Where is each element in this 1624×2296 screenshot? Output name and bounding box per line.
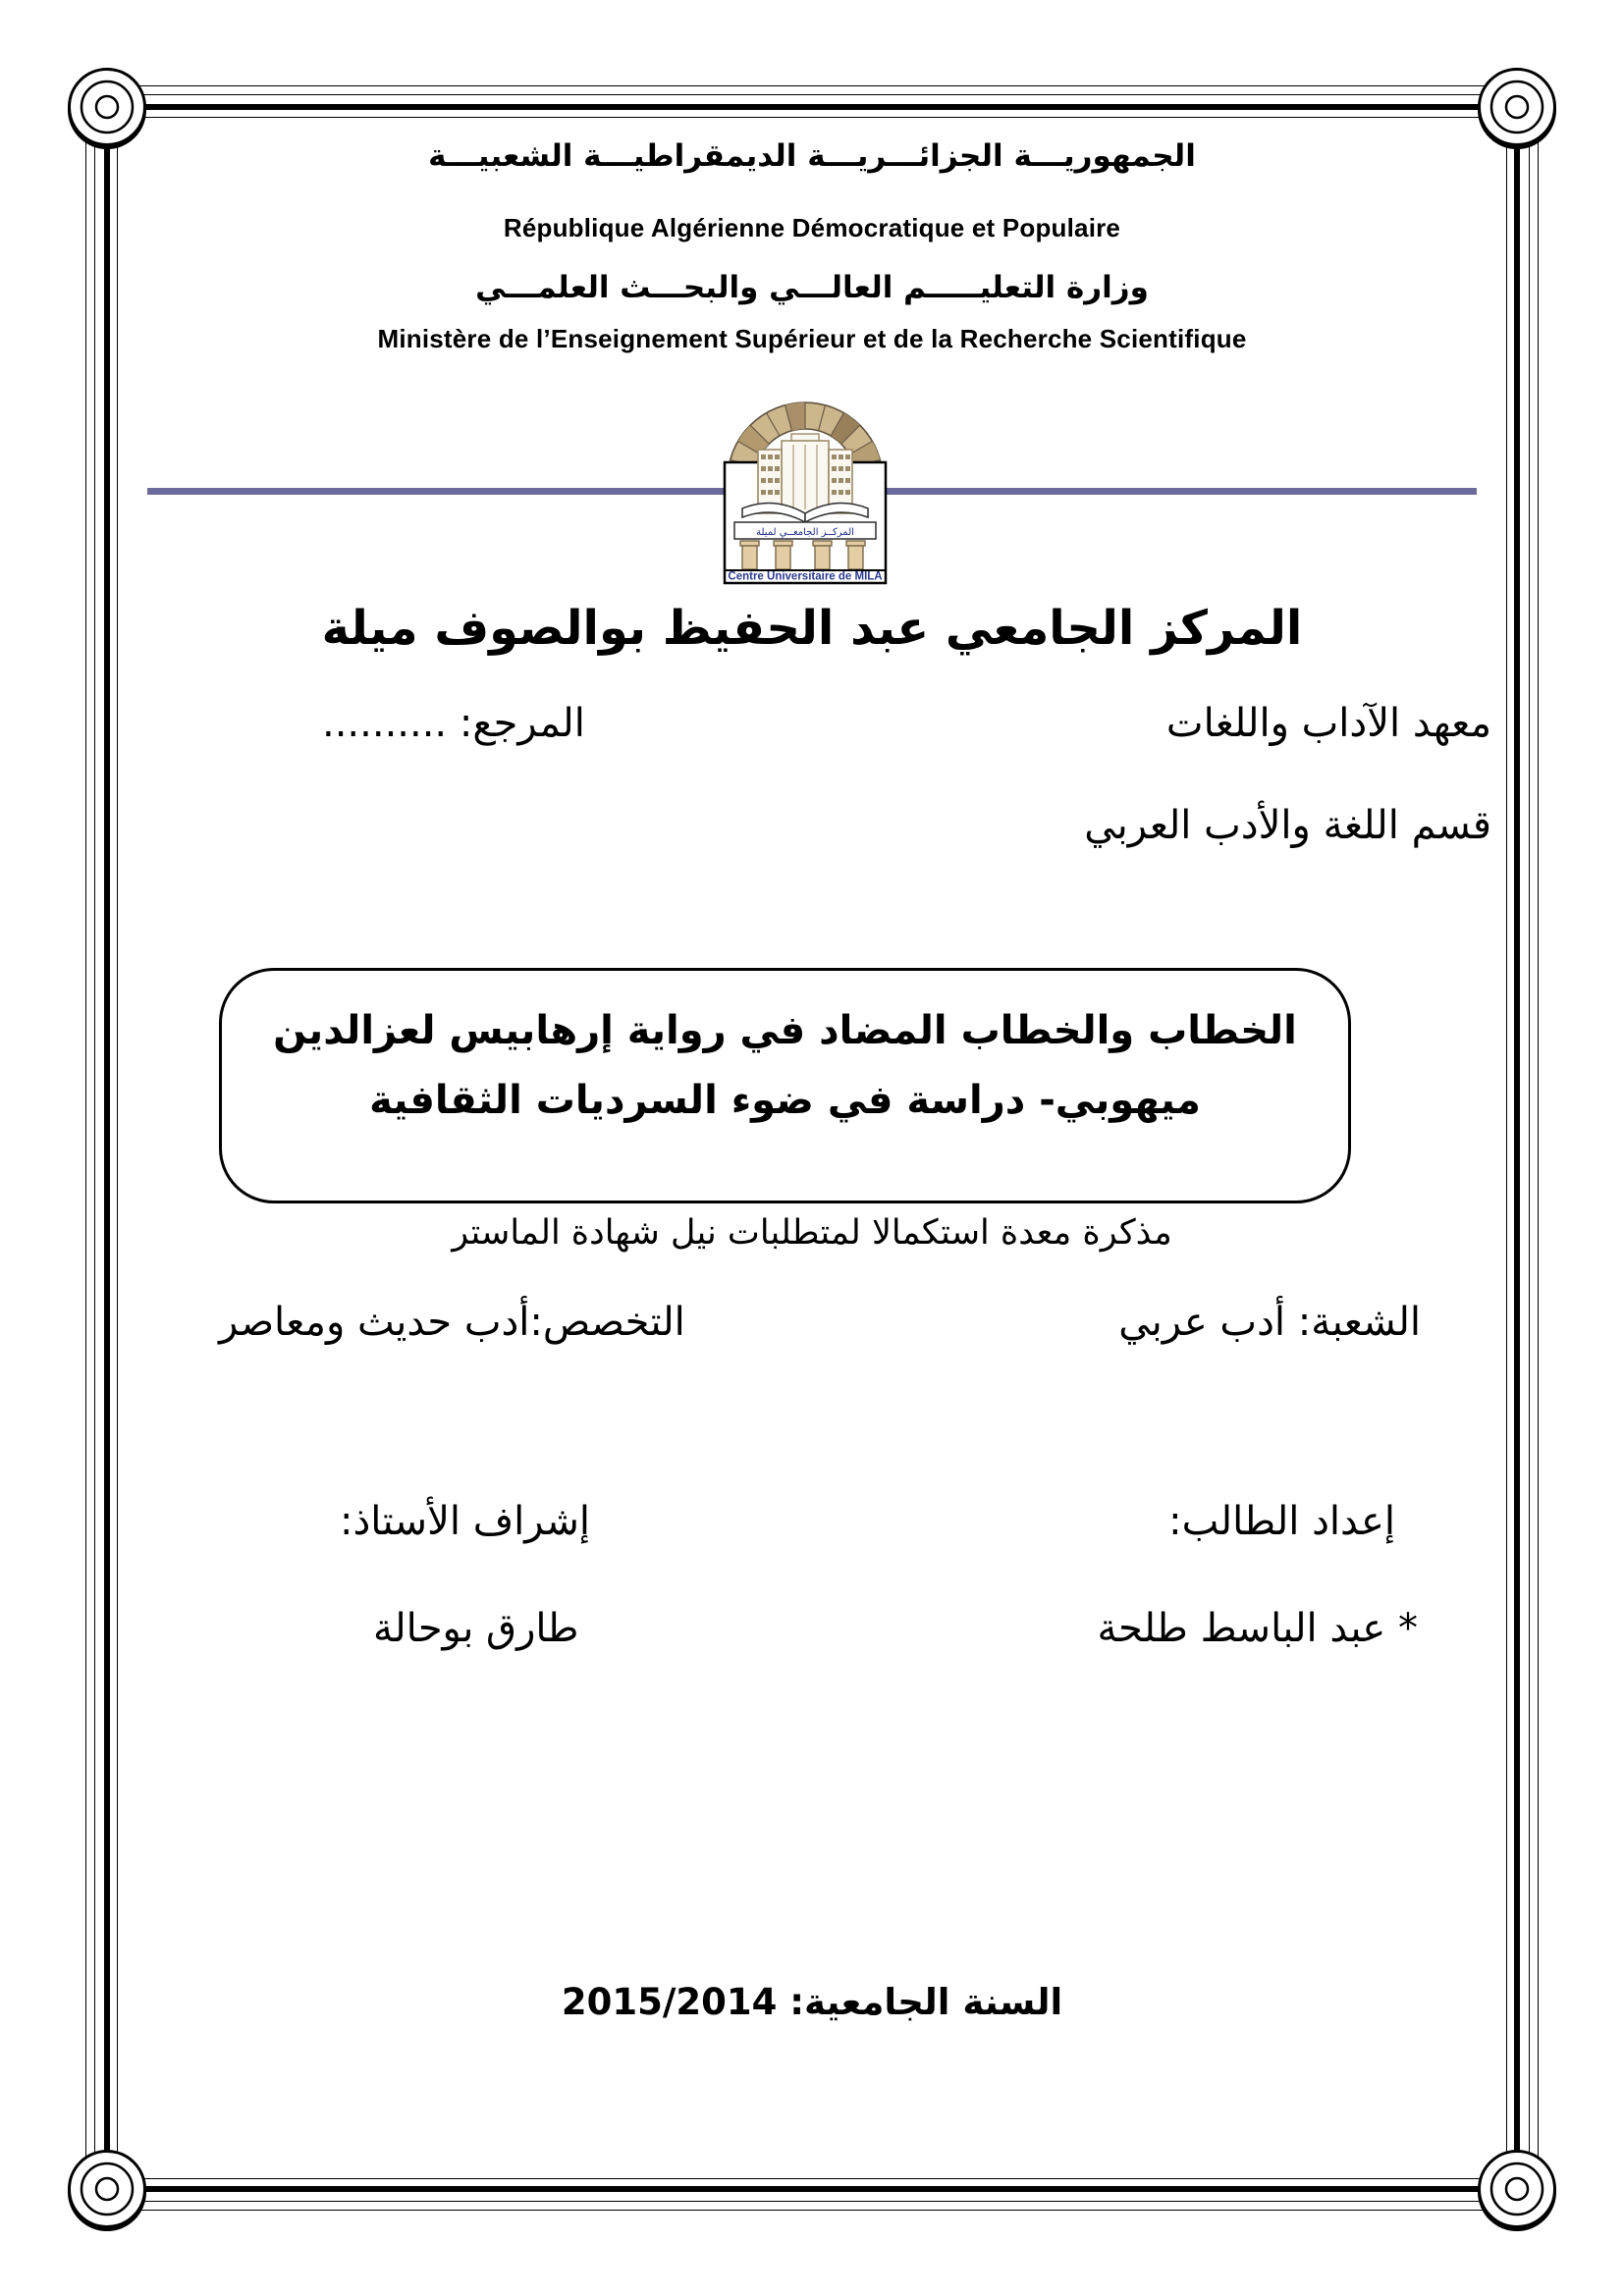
supervisor-label: إشراف الأستاذ: [340,1499,590,1544]
thesis-title-line2: ميهوبي- دراسة في ضوء السرديات الثقافية [369,1078,1201,1124]
corner-ornament-bottom-right-icon [1470,2142,1564,2236]
memo-note: مذكرة معدة استكمالا لمتطلبات نيل شهادة الماستر [452,1213,1172,1253]
thesis-title-box [219,968,1351,1203]
ministry-line-french: Ministère de l’Enseignement Supérieur et de la Recherche Scientifique [377,324,1247,353]
specialty-field: التخصص:أدب حديث ومعاصر [219,1300,685,1345]
thesis-title-line1: الخطاب والخطاب المضاد في رواية إرهابيس لعزالدين [273,1008,1297,1053]
supervisor-name: طارق بوحالة [373,1606,579,1651]
university-logo [723,398,888,585]
ministry-line-arabic: وزارة التعليـــــم العالـــي والبحـــث العلمـــي [475,270,1149,305]
university-name: المركز الجامعي عبد الحفيظ بوالصوف ميلة [321,601,1303,656]
department-name: قسم اللغة والأدب العربي [1084,803,1491,848]
institute-name: معهد الآداب واللغات [1165,701,1491,746]
building-icon [758,434,852,513]
academic-year: السنة الجامعية: 2015/2014 [561,1981,1063,2023]
branch-field: الشعبة: أدب عربي [1118,1300,1421,1345]
republic-line-arabic: الجمهوريـــة الجزائـــريـــة الديمقراطيـــة الشعبيـــة [428,138,1196,174]
logo-banner-text: المركــز الجامعــي لميلة [756,527,854,538]
prepared-by-label: إعداد الطالب: [1168,1499,1395,1544]
republic-line-french: République Algérienne Démocratique et Populaire [503,213,1121,242]
corner-ornament-bottom-left-icon [60,2142,154,2236]
reference-field: المرجع: .......... [322,701,585,746]
logo-caption-text: Centre Universitaire de MILA [728,570,883,583]
student-name: * عبد الباسط طلحة [1097,1606,1418,1651]
